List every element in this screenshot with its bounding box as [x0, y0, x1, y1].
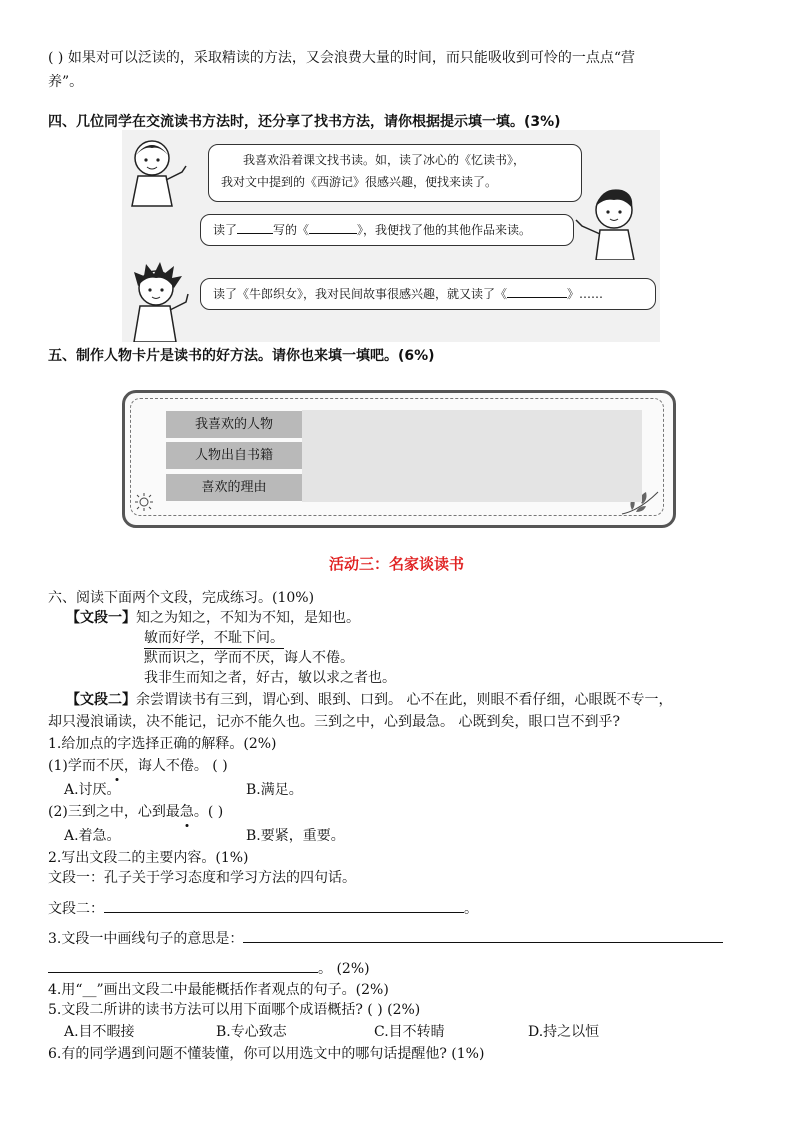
- question-1-1: [48, 756, 228, 776]
- question-1-2: [48, 802, 223, 822]
- q3-text: 3.文段一中画线句子的意思是：: [48, 931, 244, 947]
- q2-answer-line: [48, 898, 478, 919]
- q3-line-2: [48, 958, 370, 979]
- bubble-2-text-a: 读了: [213, 223, 238, 237]
- sun-icon: [134, 492, 154, 512]
- q3-end: 。 (2%): [318, 961, 370, 977]
- speech-bubble-1: [208, 144, 582, 202]
- spiky-hair-boy-icon: [126, 262, 192, 342]
- q1-1-option-b[interactable]: B.满足。: [246, 782, 303, 798]
- passage-1-line-4: 我非生而知之者，好古，敏以求之者也。: [144, 670, 396, 686]
- card-label-source-book: 人物出自书籍: [166, 442, 302, 469]
- q1-1-text-a: (1)学而不: [48, 758, 110, 774]
- q2-answer-blank[interactable]: [104, 898, 464, 913]
- activity-3-title: 活动三：名家谈读书: [328, 555, 464, 573]
- q1-1-dotted-char: 厌: [109, 758, 124, 774]
- bubble-3-text-a: 读了《牛郎织女》，我对民间故事很感兴趣，就又读了《: [213, 287, 508, 301]
- top-line-1: ( ) 如果对可以泛读的，采取精读的方法，又会浪费大量的时间，而只能吸收到可怜的一点点“营: [48, 50, 635, 66]
- question-2: 2.写出文段二的主要内容。(1%): [48, 850, 249, 866]
- question-1: 1.给加点的字选择正确的解释。(2%): [48, 736, 277, 752]
- q2-label: 文段二：: [48, 901, 104, 917]
- bubble-1-line-2: 我对文中提到的《西游记》很感兴趣，便找来读了。: [221, 175, 498, 189]
- question-5: 5.文段二所讲的读书方法可以用下面哪个成语概括? ( ) (2%): [48, 1002, 421, 1018]
- folk-story-blank[interactable]: [507, 283, 567, 298]
- q1-1-text-b: ，诲人不倦。 ( ): [123, 758, 228, 774]
- card-label-favorite-character: 我喜欢的人物: [166, 411, 302, 438]
- q1-1-option-a[interactable]: A.讨厌。: [64, 782, 121, 798]
- question-3: [48, 928, 723, 949]
- passage-2-tag: 【文段二】: [66, 692, 136, 708]
- q3-answer-blank-2[interactable]: [48, 958, 318, 973]
- q1-2-text-b: 。( ): [193, 804, 224, 820]
- q2-period: 。: [464, 901, 478, 917]
- book-title-blank[interactable]: [309, 219, 357, 234]
- question-6: 6.有的同学遇到问题不懂装懂，你可以用选文中的哪句话提醒他? (1%): [48, 1046, 485, 1062]
- passage-1-line-2-underlined: 敏而好学，不耻下问。: [144, 628, 284, 649]
- speech-bubble-2: [200, 214, 574, 246]
- q5-option-c[interactable]: C.目不转睛: [374, 1024, 445, 1040]
- passage-2-line-2: 却只漫浪诵读，决不能记，记亦不能久也。三到之中，心到最急。 心既到矣，眼口岂不到乎?: [48, 714, 620, 730]
- bubble-3-text-b: 》……: [567, 287, 604, 301]
- bubble-2-text-b: 写的《: [273, 223, 310, 237]
- author-blank[interactable]: [237, 219, 273, 234]
- q5-option-a[interactable]: A.目不暇接: [64, 1024, 135, 1040]
- passage-2-line-1: [66, 690, 672, 710]
- passage-2-text-1: 余尝谓读书有三到，谓心到、眼到、口到。 心不在此，则眼不看仔细，心眼既不专一，: [136, 692, 673, 708]
- q5-option-d[interactable]: D.持之以恒: [528, 1024, 600, 1040]
- top-line-2: 养”。: [48, 74, 84, 90]
- bubble-2-text-c: 》，我便找了他的其他作品来读。: [357, 223, 532, 237]
- passage-1-line-3: 默而识之，学而不厌，诲人不倦。: [144, 650, 354, 666]
- q1-2-option-b[interactable]: B.要紧，重要。: [246, 828, 345, 844]
- card-label-reason: 喜欢的理由: [166, 474, 302, 501]
- card-writing-area[interactable]: [302, 410, 642, 502]
- passage-1-text-1: 知之为知之，不知为不知，是知也。: [136, 610, 360, 626]
- boy-figure-icon: [572, 186, 652, 260]
- q1-2-text-a: (2)三到之中，心到最: [48, 804, 180, 820]
- q1-2-dotted-char: 急: [179, 804, 194, 820]
- question-4: 4.用“__”画出文段二中最能概括作者观点的句子。(2%): [48, 982, 389, 998]
- q5-option-b[interactable]: B.专心致志: [216, 1024, 287, 1040]
- passage-1-line-1: [66, 608, 360, 628]
- section-4-heading: 四、几位同学在交流读书方法时，还分享了找书方法，请你根据提示填一填。(3%): [48, 114, 561, 130]
- bubble-1-line-1: 我喜欢沿着课文找书读。如，读了冰心的《忆读书》，: [243, 153, 526, 167]
- q1-2-option-a[interactable]: A.着急。: [64, 828, 121, 844]
- passage-1-tag: 【文段一】: [66, 610, 136, 626]
- section-5-heading: 五、制作人物卡片是读书的好方法。请你也来填一填吧。(6%): [48, 348, 435, 364]
- section-6-heading: 六、阅读下面两个文段，完成练习。(10%): [48, 590, 315, 606]
- q3-answer-blank-1[interactable]: [243, 928, 723, 943]
- girl-figure-icon: [126, 136, 190, 208]
- q2-example: 文段一：孔子关于学习态度和学习方法的四句话。: [48, 870, 356, 886]
- speech-bubble-3: [200, 278, 656, 310]
